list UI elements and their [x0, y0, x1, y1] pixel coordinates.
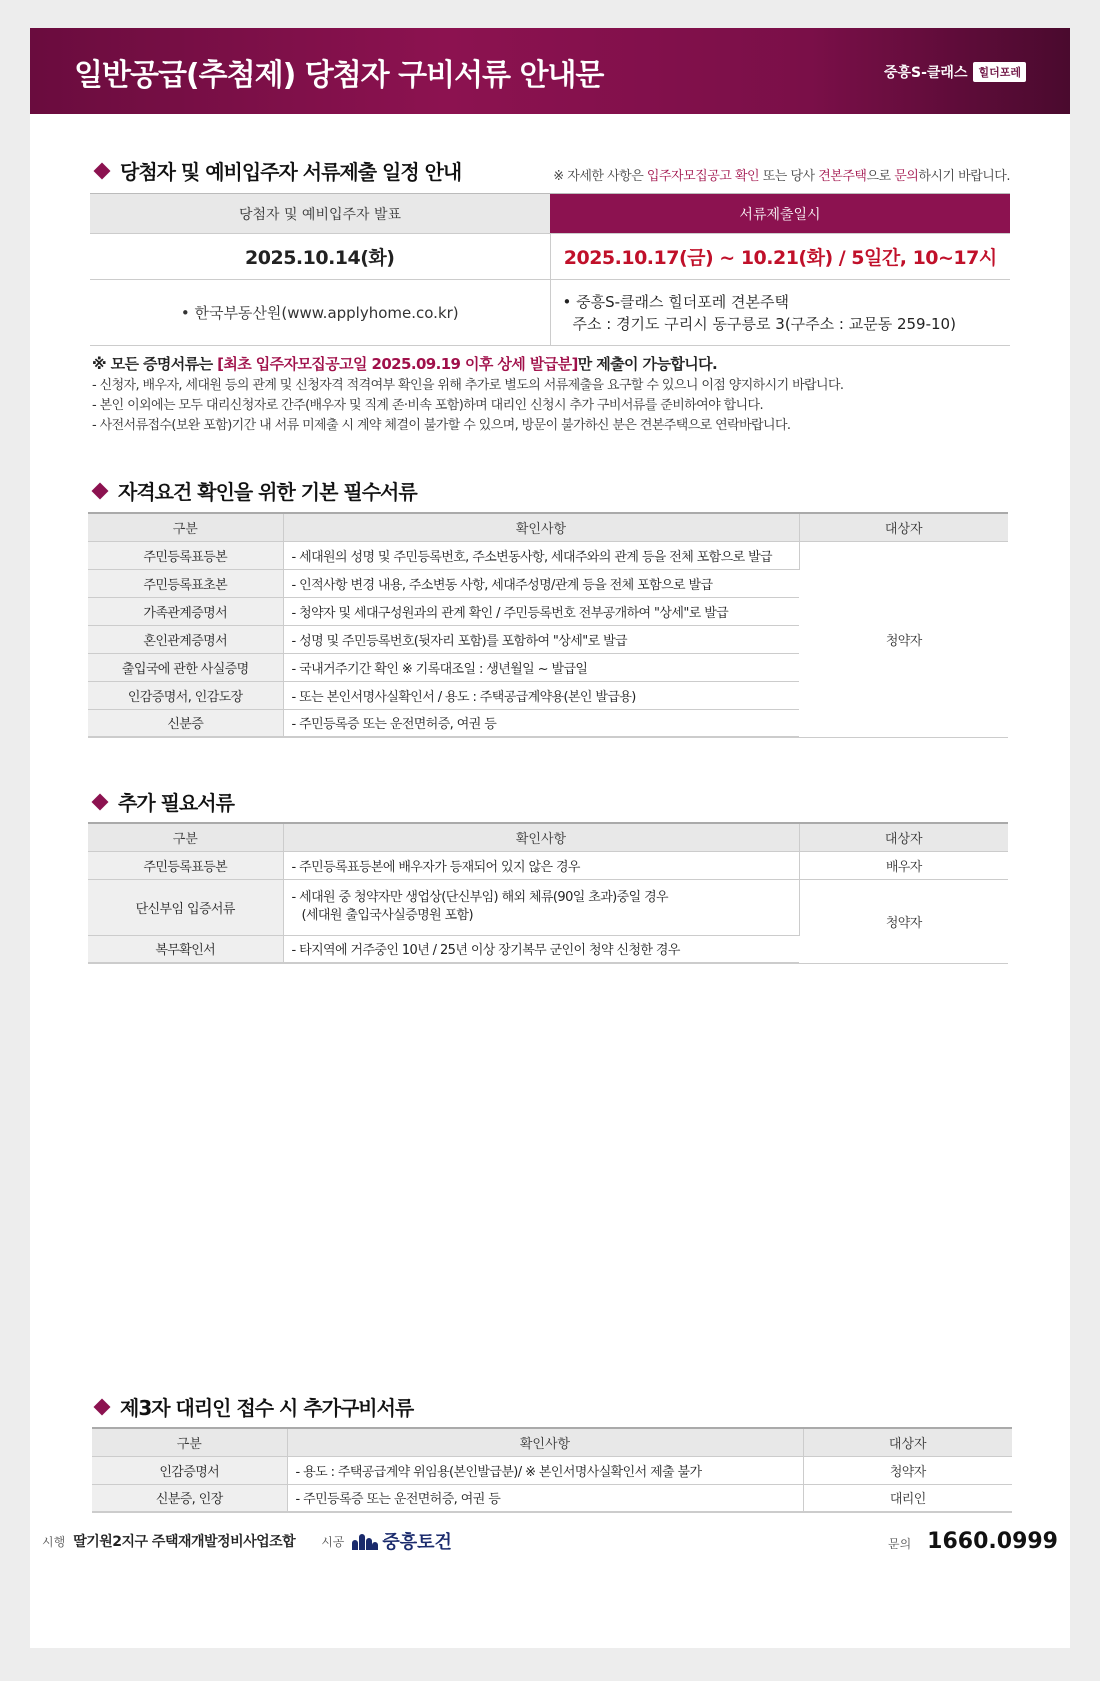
doc-name: 주민등록표초본: [88, 569, 283, 597]
proxy-col-category: 구분: [92, 1428, 287, 1456]
basic-col-category: 구분: [88, 513, 283, 541]
diamond-bullet-icon: [92, 793, 109, 810]
notice-line-2: - 본인 이외에는 모두 대리신청자로 간주(배우자 및 직계 존·비속 포함)하며 대리인 신청시 추가 구비서류를 준비하여야 합니다.: [92, 398, 763, 413]
diamond-bullet-icon: [94, 162, 111, 179]
contact: [888, 1529, 1058, 1554]
notice-line-3: - 사전서류접수(보완 포함)기간 내 서류 미제출 시 계약 체결이 불가할 수 있으며, 방문이 불가하신 분은 견본주택으로 연락바랍니다.: [92, 418, 791, 433]
schedule-heading: [92, 156, 461, 185]
doc-name: 가족관계증명서: [88, 597, 283, 625]
doc-detail: - 청약자 및 세대구성원과의 관계 확인 / 주민등록번호 전부공개하여 "상세"로 발급: [283, 597, 799, 625]
basic-col-target: 대상자: [799, 513, 1008, 541]
note-highlight-notice: 입주자모집공고 확인: [646, 169, 760, 184]
announce-date: 2025.10.14(화): [90, 234, 550, 280]
note-mid: 또는 당사: [759, 169, 819, 184]
extra-docs-heading-text: 추가 필요서류: [118, 791, 234, 815]
proxy-docs-heading: [92, 1392, 413, 1421]
extra-docs-heading: [90, 787, 234, 816]
diamond-bullet-icon: [92, 482, 109, 499]
doc-target: 청약자: [803, 1456, 1012, 1484]
note-highlight-inquiry: 문의: [894, 169, 919, 184]
basic-col-check: 확인사항: [283, 513, 799, 541]
footer-label-developer: 시행: [42, 1534, 66, 1549]
note-suffix: 하시기 바랍니다.: [918, 169, 1010, 184]
submit-place-address: 주소 : 경기도 구리시 동구릉로 3(구주소 : 교문동 259-10): [572, 314, 956, 333]
doc-detail-line-1: - 세대원 중 청약자만 생업상(단신부임) 해외 체류(90일 초과)중일 경우: [291, 890, 668, 905]
doc-name: 복무확인서: [88, 935, 283, 963]
footer: [42, 1526, 1058, 1556]
extra-docs-table: [88, 822, 1008, 964]
extra-col-check: 확인사항: [283, 823, 799, 851]
brand-name: 중흥S-클래스: [883, 65, 968, 81]
table-row: [88, 541, 1008, 569]
doc-target: 청약자: [799, 879, 1008, 963]
table-row: [88, 879, 1008, 935]
proxy-docs-table: [92, 1427, 1012, 1513]
doc-detail: - 또는 본인서명사실확인서 / 용도 : 주택공급계약용(본인 발급용): [283, 681, 799, 709]
table-row: [88, 851, 1008, 879]
doc-name: 인감증명서, 인감도장: [88, 681, 283, 709]
schedule-heading-text: 당첨자 및 예비입주자 서류제출 일정 안내: [120, 160, 462, 184]
basic-docs-heading-text: 자격요건 확인을 위한 기본 필수서류: [118, 480, 417, 504]
table-row: [92, 1484, 1012, 1512]
doc-target: 대리인: [803, 1484, 1012, 1512]
doc-name: 주민등록표등본: [88, 851, 283, 879]
doc-detail: - 세대원의 성명 및 주민등록번호, 주소변동사항, 세대주와의 관계 등을 전체 포함으로 발급: [283, 541, 799, 569]
proxy-docs-heading-text: 제3자 대리인 접수 시 추가구비서류: [120, 1396, 414, 1420]
extra-col-category: 구분: [88, 823, 283, 851]
doc-name: 혼인관계증명서: [88, 625, 283, 653]
extra-col-target: 대상자: [799, 823, 1008, 851]
builder-name: 중흥토건: [382, 1532, 452, 1553]
doc-detail: - 국내거주기간 확인 ※ 기록대조일 : 생년월일 ~ 발급일: [283, 653, 799, 681]
notice-main: [92, 354, 1012, 374]
builder-logo-icon: [352, 1532, 378, 1550]
schedule-col-announce: 당첨자 및 예비입주자 발표: [90, 194, 550, 234]
doc-name: 출입국에 관한 사실증명: [88, 653, 283, 681]
doc-detail-line-2: (세대원 출입국사실증명원 포함): [301, 908, 473, 923]
table-row: [92, 1456, 1012, 1484]
basic-docs-table: [88, 512, 1008, 738]
notice-line-1: - 신청자, 배우자, 세대원 등의 관계 및 신청자격 적격여부 확인을 위해 추가로 별도의 서류제출을 요구할 수 있으니 이점 양지하시기 바랍니다.: [92, 378, 844, 393]
doc-detail: - 주민등록표등본에 배우자가 등재되어 있지 않은 경우: [283, 851, 799, 879]
doc-detail: - 주민등록증 또는 운전면허증, 여권 등: [283, 709, 799, 737]
basic-docs-heading: [90, 476, 417, 505]
contact-label: 문의: [887, 1536, 912, 1551]
proxy-col-target: 대상자: [803, 1428, 1012, 1456]
note-mid2: 으로: [866, 169, 895, 184]
header-banner: [30, 28, 1070, 114]
submit-place-name: • 중흥S-클래스 힐더포레 견본주택: [562, 292, 789, 311]
footer-label-builder: 시공: [321, 1534, 345, 1549]
schedule-table: [90, 193, 1010, 346]
submit-period: 2025.10.17(금) ~ 10.21(화) / 5일간, 10~17시: [550, 234, 1010, 280]
doc-name: 단신부임 입증서류: [88, 879, 283, 935]
doc-detail: - 타지역에 거주중인 10년 / 25년 이상 장기복무 군인이 청약 신청한 경우: [283, 935, 799, 963]
footer-developer: 딸기원2지구 주택재개발정비사업조합: [73, 1534, 296, 1550]
doc-target: 청약자: [799, 541, 1008, 737]
submit-place: [550, 280, 1010, 346]
brand-tag: 힐더포레: [973, 62, 1026, 82]
doc-name: 신분증: [88, 709, 283, 737]
brand-logo: [884, 62, 1026, 82]
doc-name: 주민등록표등본: [88, 541, 283, 569]
notice-main-highlight: [최초 입주자모집공고일 2025.09.19 이후 상세 발급분]: [217, 355, 578, 373]
doc-detail: [283, 879, 799, 935]
doc-target: 배우자: [799, 851, 1008, 879]
doc-detail: - 성명 및 주민등록번호(뒷자리 포함)를 포함하여 "상세"로 발급: [283, 625, 799, 653]
schedule-col-submit: 서류제출일시: [550, 194, 1010, 234]
doc-detail: - 용도 : 주택공급계약 위임용(본인발급분)/ ※ 본인서명사실확인서 제출 불가: [287, 1456, 803, 1484]
note-highlight-modelhouse: 견본주택: [818, 169, 867, 184]
notice-main-suffix: 만 제출이 가능합니다.: [577, 355, 718, 373]
doc-name: 인감증명서: [92, 1456, 287, 1484]
builder-logo: [352, 1528, 452, 1554]
announce-place: • 한국부동산원(www.applyhome.co.kr): [90, 280, 550, 346]
notice-main-prefix: ※ 모든 증명서류는: [92, 355, 218, 373]
contact-phone: 1660.0999: [927, 1528, 1058, 1554]
schedule-inquiry-note: [553, 165, 1010, 184]
notice-block: [92, 354, 1012, 436]
proxy-col-check: 확인사항: [287, 1428, 803, 1456]
doc-detail: - 인적사항 변경 내용, 주소변동 사항, 세대주성명/관계 등을 전체 포함으로 발급: [283, 569, 799, 597]
diamond-bullet-icon: [94, 1398, 111, 1415]
page-title: 일반공급(추첨제) 당첨자 구비서류 안내문: [74, 58, 604, 93]
note-prefix: ※ 자세한 사항은: [553, 169, 647, 184]
doc-detail: - 주민등록증 또는 운전면허증, 여권 등: [287, 1484, 803, 1512]
doc-name: 신분증, 인장: [92, 1484, 287, 1512]
